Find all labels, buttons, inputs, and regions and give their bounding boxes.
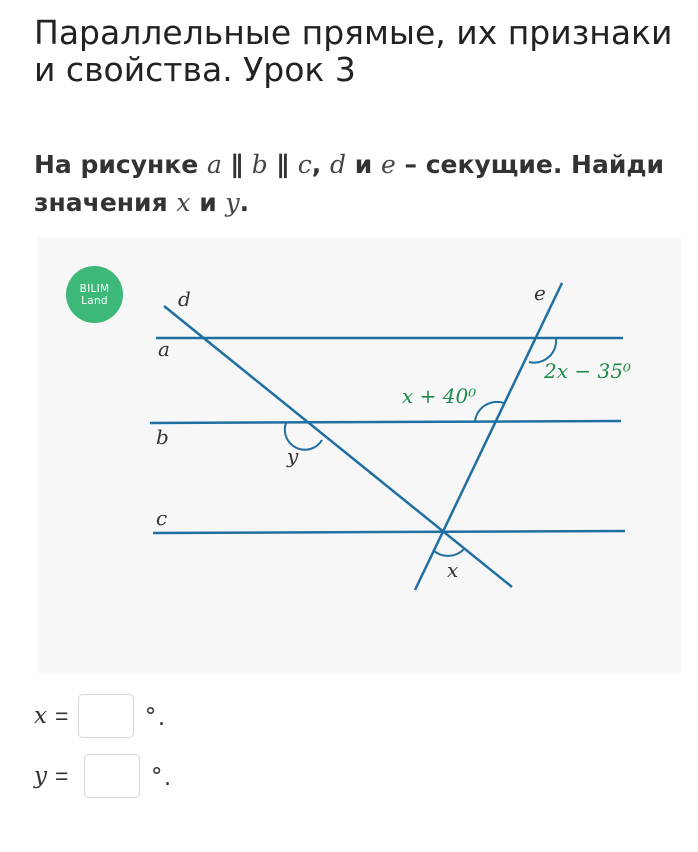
bilimland-logo (66, 266, 123, 323)
var-d: d (329, 150, 346, 179)
answer-label-y: y (34, 763, 47, 789)
var-x: x (176, 188, 191, 217)
line-e (415, 283, 562, 590)
line-d (164, 306, 512, 587)
logo-text-top: BILIM (79, 282, 110, 295)
task-statement (34, 146, 684, 222)
label-line-b: b (156, 425, 169, 449)
answer-input-y[interactable] (84, 754, 140, 798)
task-middle: – секущие. Найди значения (34, 150, 665, 217)
line-c (153, 531, 625, 533)
comma: , (311, 150, 322, 179)
figure-drawing (38, 238, 681, 673)
label-angle-middle: x + 40⁰ (402, 384, 477, 408)
degree-symbol: ∘ (143, 696, 158, 723)
task-end: . (239, 188, 250, 217)
and-word: и (199, 188, 217, 217)
line-b (150, 421, 621, 423)
degree-symbol: ∘ (149, 756, 164, 783)
label-line-c: c (156, 506, 168, 530)
parallel-symbol: ∥ (276, 150, 290, 179)
logo-text-bottom: Land (81, 294, 108, 307)
period: . (163, 765, 172, 791)
label-line-d: d (178, 287, 191, 311)
var-c: c (297, 150, 312, 179)
equals-sign: = (54, 702, 69, 729)
var-e: e (380, 150, 396, 179)
label-angle-y: y (287, 444, 299, 468)
answer-row-y (34, 754, 171, 798)
page-title: Параллельные прямые, их признаки и свойства. Урок 3 (34, 13, 673, 89)
var-y: y (225, 188, 240, 217)
label-line-e: e (534, 281, 546, 305)
equals-sign: = (55, 762, 69, 789)
var-a: a (206, 150, 222, 179)
parallel-symbol: ∥ (230, 150, 244, 179)
period: . (157, 705, 166, 731)
answer-input-x[interactable] (78, 694, 134, 738)
label-line-a: a (158, 337, 170, 361)
task-prefix: На рисунке (34, 150, 199, 179)
and-word: и (354, 150, 373, 179)
geometry-figure (38, 238, 681, 673)
answer-row-x (34, 694, 165, 738)
answer-label-x: x (34, 703, 47, 729)
label-angle-top-right: 2x − 35⁰ (544, 359, 631, 383)
var-b: b (251, 150, 268, 179)
angle-arc-x (433, 549, 464, 556)
label-angle-x: x (447, 558, 459, 582)
